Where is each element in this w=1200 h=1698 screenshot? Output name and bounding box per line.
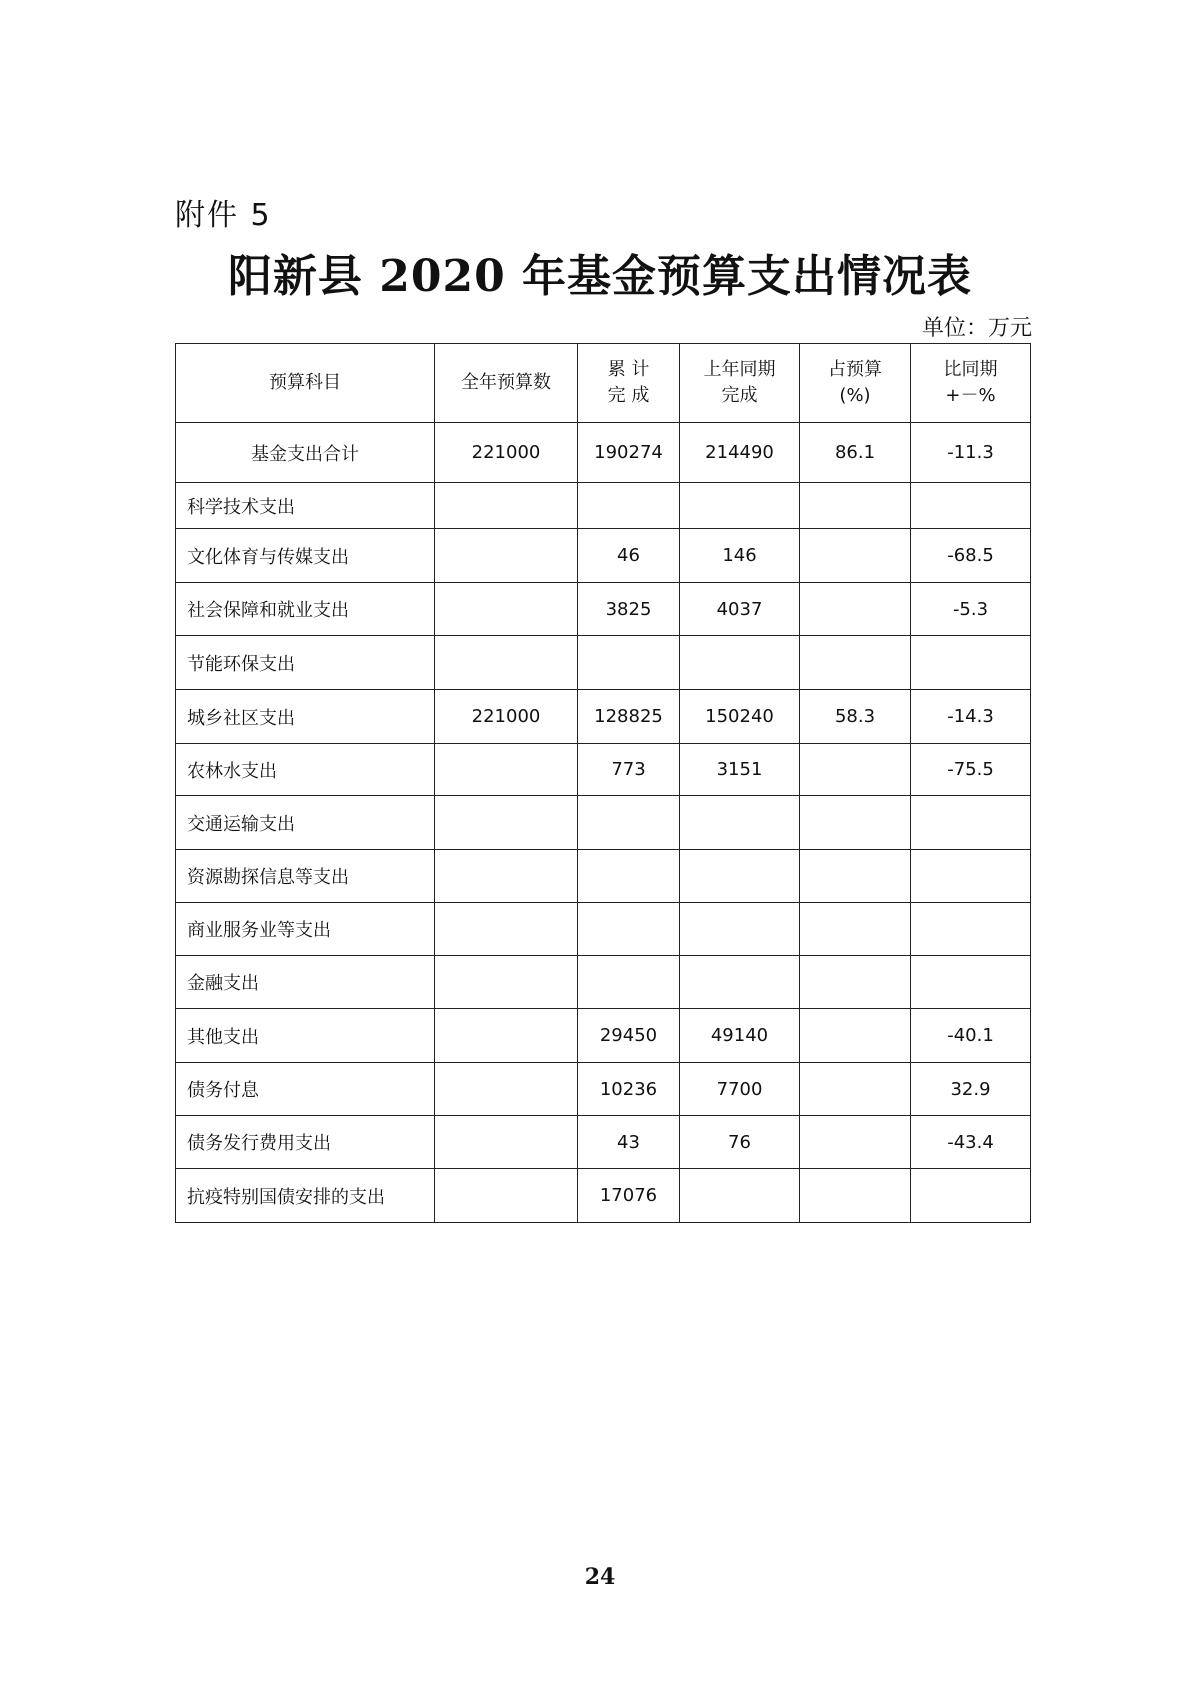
prior-year-cell: 146 xyxy=(680,529,800,583)
row-name: 节能环保支出 xyxy=(176,636,435,690)
budget-table xyxy=(175,343,1031,1223)
pct-budget-cell xyxy=(800,903,911,956)
cumulative-cell: 10236 xyxy=(578,1063,680,1116)
row-name: 债务付息 xyxy=(176,1063,435,1116)
cumulative-cell xyxy=(578,903,680,956)
table-row xyxy=(176,1169,1031,1223)
prior-year-cell xyxy=(680,956,800,1009)
budget-cell xyxy=(435,1063,578,1116)
row-name: 社会保障和就业支出 xyxy=(176,583,435,636)
page-title: 阳新县 2020 年基金预算支出情况表 xyxy=(227,251,973,302)
budget-cell xyxy=(435,744,578,796)
table-row xyxy=(176,744,1031,796)
pct-budget-cell xyxy=(800,483,911,529)
prior-year-cell xyxy=(680,796,800,850)
cumulative-cell xyxy=(578,956,680,1009)
budget-cell xyxy=(435,636,578,690)
row-name: 科学技术支出 xyxy=(176,483,435,529)
row-name: 交通运输支出 xyxy=(176,796,435,850)
yoy-cell: -40.1 xyxy=(911,1009,1031,1063)
pct-budget-cell: 86.1 xyxy=(800,423,911,483)
prior-year-cell: 76 xyxy=(680,1116,800,1169)
pct-budget-cell xyxy=(800,956,911,1009)
prior-year-cell: 4037 xyxy=(680,583,800,636)
budget-cell xyxy=(435,796,578,850)
table-row xyxy=(176,796,1031,850)
prior-year-cell xyxy=(680,903,800,956)
budget-cell xyxy=(435,483,578,529)
header-annual-budget: 全年预算数 xyxy=(435,344,578,423)
budget-cell: 221000 xyxy=(435,423,578,483)
pct-budget-cell xyxy=(800,796,911,850)
row-name: 文化体育与传媒支出 xyxy=(176,529,435,583)
pct-budget-cell: 58.3 xyxy=(800,690,911,744)
budget-cell xyxy=(435,1009,578,1063)
yoy-cell: -5.3 xyxy=(911,583,1031,636)
cumulative-cell: 128825 xyxy=(578,690,680,744)
cumulative-cell: 46 xyxy=(578,529,680,583)
cumulative-cell: 190274 xyxy=(578,423,680,483)
pct-budget-cell xyxy=(800,529,911,583)
yoy-cell: -14.3 xyxy=(911,690,1031,744)
header-subject: 预算科目 xyxy=(176,344,435,423)
yoy-cell xyxy=(911,636,1031,690)
table-row xyxy=(176,903,1031,956)
table-row xyxy=(176,1116,1031,1169)
cumulative-cell: 3825 xyxy=(578,583,680,636)
pct-budget-cell xyxy=(800,1063,911,1116)
pct-budget-cell xyxy=(800,1169,911,1223)
table-row xyxy=(176,1009,1031,1063)
table-body xyxy=(176,423,1031,1223)
pct-budget-cell xyxy=(800,744,911,796)
yoy-cell: -75.5 xyxy=(911,744,1031,796)
prior-year-cell: 3151 xyxy=(680,744,800,796)
budget-cell xyxy=(435,529,578,583)
attachment-label: 附件 5 xyxy=(175,198,272,233)
row-name: 抗疫特别国债安排的支出 xyxy=(176,1169,435,1223)
cumulative-cell: 773 xyxy=(578,744,680,796)
prior-year-cell xyxy=(680,483,800,529)
yoy-cell xyxy=(911,483,1031,529)
header-cumulative: 累 计 完 成 xyxy=(578,344,680,423)
row-name: 资源勘探信息等支出 xyxy=(176,850,435,903)
budget-cell xyxy=(435,956,578,1009)
table-row xyxy=(176,636,1031,690)
table-row xyxy=(176,850,1031,903)
table-row xyxy=(176,956,1031,1009)
budget-cell xyxy=(435,903,578,956)
budget-cell xyxy=(435,1169,578,1223)
prior-year-cell: 7700 xyxy=(680,1063,800,1116)
row-name: 金融支出 xyxy=(176,956,435,1009)
cumulative-cell: 43 xyxy=(578,1116,680,1169)
table-header-row xyxy=(176,344,1031,423)
table-row xyxy=(176,423,1031,483)
cumulative-cell xyxy=(578,850,680,903)
budget-cell xyxy=(435,850,578,903)
yoy-cell xyxy=(911,796,1031,850)
table-row xyxy=(176,483,1031,529)
cumulative-cell xyxy=(578,796,680,850)
pct-budget-cell xyxy=(800,636,911,690)
yoy-cell: -43.4 xyxy=(911,1116,1031,1169)
header-pct-budget: 占预算 (%) xyxy=(800,344,911,423)
yoy-cell xyxy=(911,956,1031,1009)
row-name: 城乡社区支出 xyxy=(176,690,435,744)
prior-year-cell: 49140 xyxy=(680,1009,800,1063)
budget-cell: 221000 xyxy=(435,690,578,744)
yoy-cell: 32.9 xyxy=(911,1063,1031,1116)
yoy-cell: -68.5 xyxy=(911,529,1031,583)
yoy-cell xyxy=(911,1169,1031,1223)
row-name: 基金支出合计 xyxy=(176,423,435,483)
yoy-cell: -11.3 xyxy=(911,423,1031,483)
cumulative-cell xyxy=(578,636,680,690)
table-row xyxy=(176,529,1031,583)
page-number: 24 xyxy=(584,1564,616,1590)
budget-cell xyxy=(435,583,578,636)
prior-year-cell xyxy=(680,1169,800,1223)
cumulative-cell xyxy=(578,483,680,529)
prior-year-cell xyxy=(680,636,800,690)
cumulative-cell: 29450 xyxy=(578,1009,680,1063)
row-name: 其他支出 xyxy=(176,1009,435,1063)
prior-year-cell: 214490 xyxy=(680,423,800,483)
pct-budget-cell xyxy=(800,850,911,903)
pct-budget-cell xyxy=(800,1116,911,1169)
budget-cell xyxy=(435,1116,578,1169)
table-row xyxy=(176,690,1031,744)
prior-year-cell: 150240 xyxy=(680,690,800,744)
pct-budget-cell xyxy=(800,583,911,636)
table-row xyxy=(176,1063,1031,1116)
header-prior-year: 上年同期 完成 xyxy=(680,344,800,423)
row-name: 商业服务业等支出 xyxy=(176,903,435,956)
yoy-cell xyxy=(911,850,1031,903)
prior-year-cell xyxy=(680,850,800,903)
unit-label: 单位：万元 xyxy=(921,316,1032,341)
pct-budget-cell xyxy=(800,1009,911,1063)
row-name: 农林水支出 xyxy=(176,744,435,796)
table-row xyxy=(176,583,1031,636)
header-yoy: 比同期 +－% xyxy=(911,344,1031,423)
yoy-cell xyxy=(911,903,1031,956)
cumulative-cell: 17076 xyxy=(578,1169,680,1223)
row-name: 债务发行费用支出 xyxy=(176,1116,435,1169)
